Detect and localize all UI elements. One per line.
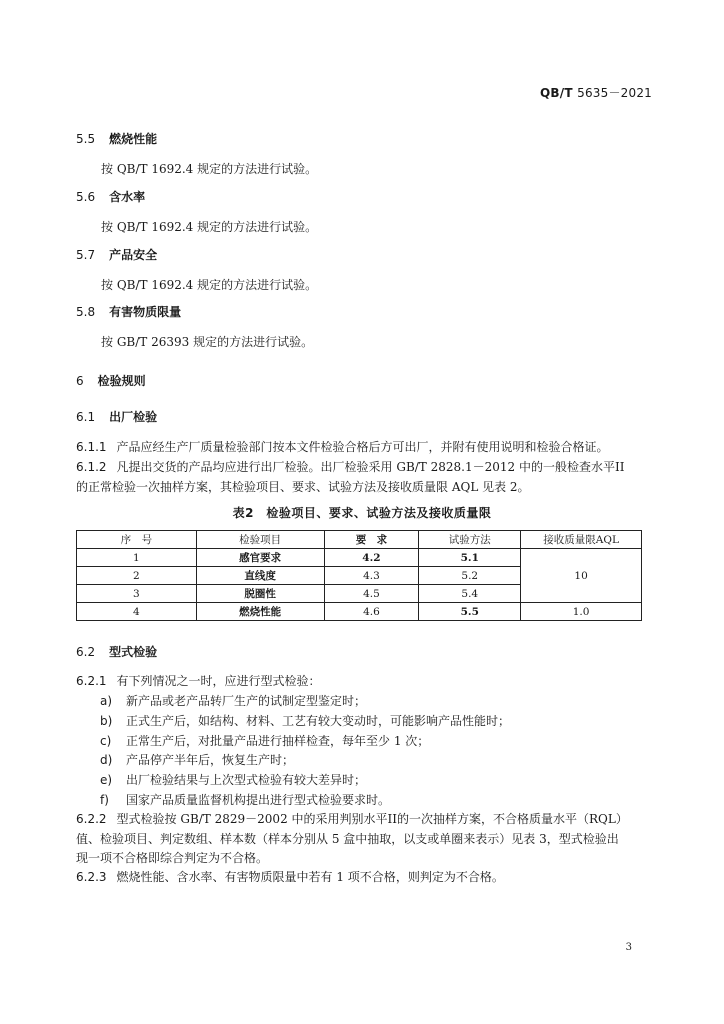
list-item: c) 正常生产后，对批量产品进行抽样检查，每年至少 1 次；	[100, 734, 430, 748]
section-5-5-heading: 5.5 燃烧性能	[76, 132, 158, 146]
paragraph-6-2-3: 6.2.3 燃烧性能、含水率、有害物质限量中若有 1 项不合格，则判定为不合格。	[76, 870, 504, 884]
page-number: 3	[625, 942, 632, 953]
paragraph-6-1-2-line2: 的正常检验一次抽样方案，其检验项目、要求、试验方法及接收质量限 AQL 见表 2。	[76, 480, 530, 494]
table-header-cell: 序 号	[77, 531, 197, 549]
table-cell: 5.5	[419, 603, 521, 621]
table-cell: 感官要求	[196, 549, 324, 567]
table-cell: 5.4	[419, 585, 521, 603]
table-2	[76, 530, 642, 621]
table-row	[77, 549, 642, 567]
table-cell: 4.2	[324, 549, 419, 567]
table-cell: 4	[77, 603, 197, 621]
table-cell: 直线度	[196, 567, 324, 585]
section-5-8-text: 按 GB/T 26393 规定的方法进行试验。	[101, 335, 314, 349]
table-cell-aql-merged: 10	[521, 549, 642, 603]
section-5-8-heading: 5.8 有害物质限量	[76, 305, 182, 319]
paragraph-6-2-2-line2: 值、检验项目、判定数组、样本数（样本分别从 5 盒中抽取，以支或单圈来表示）见表 3，型式检验出	[76, 832, 619, 846]
section-6-2-heading: 6.2 型式检验	[76, 645, 158, 659]
table-cell: 4.5	[324, 585, 419, 603]
table-cell: 1	[77, 549, 197, 567]
section-5-7-heading: 5.7 产品安全	[76, 248, 158, 262]
table-header-cell: 要 求	[324, 531, 419, 549]
table-header-cell: 检验项目	[196, 531, 324, 549]
table-header-cell: 试验方法	[419, 531, 521, 549]
table-cell: 2	[77, 567, 197, 585]
section-5-5-text: 按 QB/T 1692.4 规定的方法进行试验。	[101, 162, 318, 176]
paragraph-6-2-1: 6.2.1 有下列情况之一时，应进行型式检验：	[76, 674, 321, 688]
list-item: a) 新产品或老产品转厂生产的试制定型鉴定时；	[100, 694, 367, 708]
table-cell: 4.6	[324, 603, 419, 621]
table-cell: 脱圈性	[196, 585, 324, 603]
table-cell: 4.3	[324, 567, 419, 585]
table-cell: 5.2	[419, 567, 521, 585]
section-5-7-text: 按 QB/T 1692.4 规定的方法进行试验。	[101, 278, 318, 292]
standard-code: QB/T 5635－2021	[540, 86, 652, 100]
list-item: d) 产品停产半年后，恢复生产时；	[100, 753, 295, 767]
paragraph-6-1-2-line1: 6.1.2 凡提出交货的产品均应进行出厂检验。出厂检验采用 GB/T 2828.1－2012 中的一般检查水平II	[76, 460, 625, 474]
list-item: b) 正式生产后，如结构、材料、工艺有较大变动时，可能影响产品性能时；	[100, 714, 511, 728]
chapter-6-heading: 6 检验规则	[76, 374, 146, 388]
section-5-6-heading: 5.6 含水率	[76, 190, 146, 204]
table-cell: 5.1	[419, 549, 521, 567]
table-cell: 3	[77, 585, 197, 603]
table-cell: 燃烧性能	[196, 603, 324, 621]
section-6-1-heading: 6.1 出厂检验	[76, 410, 158, 424]
section-5-6-text: 按 QB/T 1692.4 规定的方法进行试验。	[101, 220, 318, 234]
table-row	[77, 603, 642, 621]
list-item: e) 出厂检验结果与上次型式检验有较大差异时；	[100, 773, 367, 787]
table-2-caption: 表2 检验项目、要求、试验方法及接收质量限	[232, 506, 492, 520]
list-item: f) 国家产品质量监督机构提出进行型式检验要求时。	[100, 793, 391, 807]
table-header-cell: 接收质量限AQL	[521, 531, 642, 549]
paragraph-6-2-2-line1: 6.2.2 型式检验按 GB/T 2829－2002 中的采用判别水平II的一次抽样方案，不合格质量水平（RQL）	[76, 812, 628, 826]
table-cell: 1.0	[521, 603, 642, 621]
paragraph-6-1-1: 6.1.1 产品应经生产厂质量检验部门按本文件检验合格后方可出厂，并附有使用说明和检验合格证。	[76, 440, 609, 454]
table-header-row	[77, 531, 642, 549]
paragraph-6-2-2-line3: 现一项不合格即综合判定为不合格。	[76, 851, 269, 865]
